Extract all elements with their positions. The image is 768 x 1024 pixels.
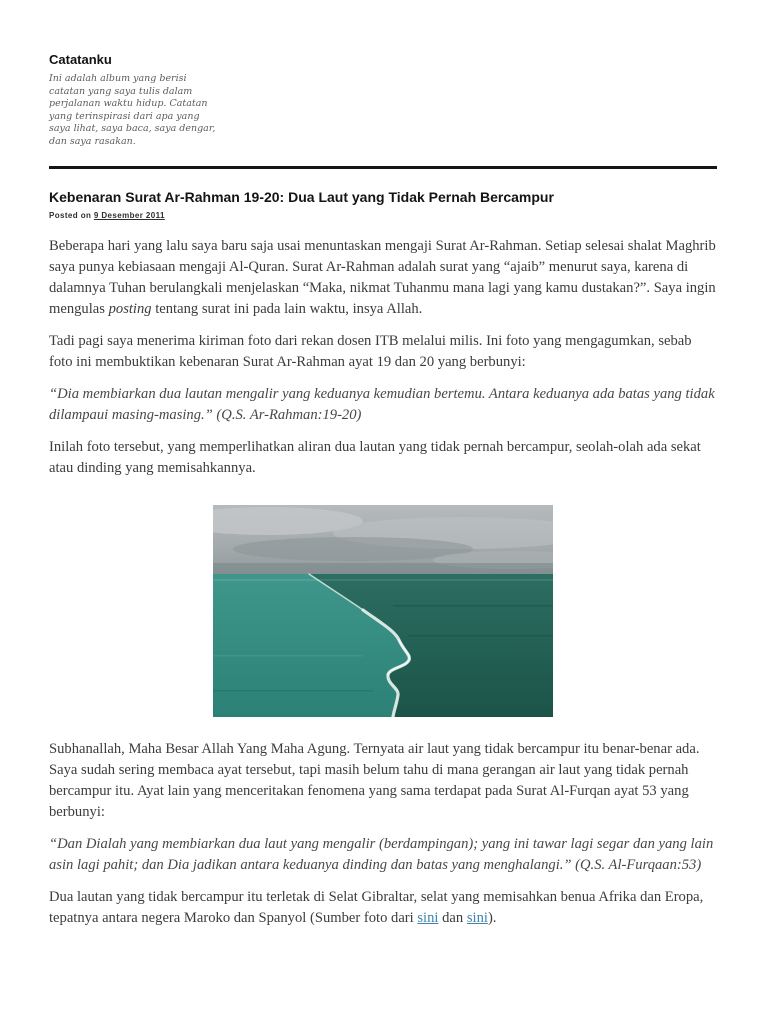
post-title: Kebenaran Surat Ar-Rahman 19-20: Dua Laut yang Tidak Pernah Bercampur (49, 189, 554, 205)
site-description: Ini adalah album yang berisi catatan yang saya tulis dalam perjalanan waktu hidup. Catatan yang terinspirasi dari apa yang saya lihat, saya baca, saya dengar, dan saya rasakan. (49, 73, 216, 147)
paragraph-1-italic-word: posting (108, 301, 152, 317)
paragraph-5-tail: ). (487, 910, 497, 926)
post-meta (49, 211, 717, 220)
post-date-link[interactable]: 9 Desember 2011 (93, 211, 165, 220)
quran-quote-ar-rahman: “Dia membiarkan dua lautan mengalir yang keduanya kemudian bertemu. Antara keduanya ada batas yang tidak dilampaui masing-masing.” (Q.S. Ar-Rahman:19-20) (49, 386, 715, 423)
paragraph-1 (49, 236, 717, 320)
site-header (49, 52, 717, 148)
paragraph-3: Inilah foto tersebut, yang memperlihatkan aliran dua lautan yang tidak pernah bercampur, seolah-olah ada sekat atau dinding yang memisahkannya. (49, 439, 701, 476)
article-body (49, 236, 717, 929)
two-seas-photo-graphic (213, 505, 553, 717)
paragraph-5-mid: dan (438, 910, 467, 926)
paragraph-5 (49, 887, 717, 929)
paragraph-2: Tadi pagi saya menerima kiriman foto dari rekan dosen ITB melalui milis. Ini foto yang mengagumkan, sebab foto ini membuktikan kebenaran Surat Ar-Rahman ayat 19 dan 20 yang berbunyi: (49, 333, 692, 370)
site-title: Catatanku (49, 52, 112, 67)
source-link-1[interactable]: sini (417, 910, 439, 926)
posted-label: Posted on (49, 211, 92, 220)
paragraph-1-text: Beberapa hari yang lalu saya baru saja usai menuntaskan mengaji Surat Ar-Rahman. Setiap selesai shalat Maghrib saya punya kebiasaan mengaji Al-Quran. Surat Ar-Rahman adalah surat yang “ajaib” menurut saya, karena di dalamnya Tuhan berulangkali menjelaskan “Maka, nikmat Tuhanmu mana lagi yang kamu dustakan?”. Saya ingin mengulas (49, 238, 716, 317)
paragraph-1-tail: tentang surat ini pada lain waktu, insya Allah. (151, 301, 423, 317)
two-seas-photo (213, 505, 553, 717)
paragraph-5-text: Dua lautan yang tidak bercampur itu terletak di Selat Gibraltar, selat yang memisahkan benua Afrika dan Eropa, tepatnya antara negera Maroko dan Spanyol (Sumber foto dari (49, 889, 704, 926)
source-link-2[interactable]: sini (466, 910, 488, 926)
header-divider (49, 166, 717, 169)
paragraph-4: Subhanallah, Maha Besar Allah Yang Maha Agung. Ternyata air laut yang tidak bercampur itu benar-benar ada. Saya sudah sering membaca ayat tersebut, tapi masih belum tahu di mana gerangan air laut yang tidak pernah bercampur itu. Ayat lain yang menceritakan fenomena yang sama terdapat pada Surat Al-Furqan ayat 53 yang berbunyi: (49, 741, 700, 820)
quran-quote-al-furqaan: “Dan Dialah yang membiarkan dua laut yang mengalir (berdampingan); yang ini tawar lagi segar dan yang lain asin lagi pahit; dan Dia jadikan antara keduanya dinding dan batas yang menghalangi.” (Q.S. Al-Furqaan:53) (49, 836, 714, 873)
